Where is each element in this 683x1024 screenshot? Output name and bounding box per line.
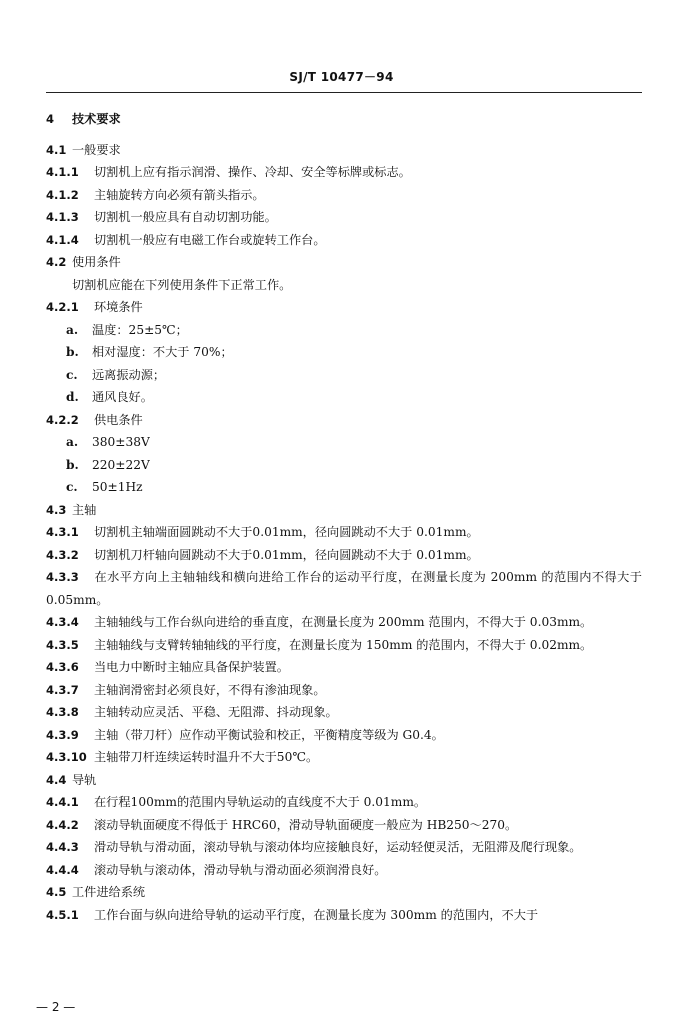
- list-marker: c.: [66, 480, 78, 494]
- clause-text: 主轴轴线与工作台纵向进给的垂直度，在测量长度为 200mm 范围内，不得大于 0.03mm。: [94, 615, 593, 629]
- section-4-3: [46, 499, 642, 522]
- clause-4-4-1: [46, 791, 642, 814]
- header-rule: [46, 92, 642, 93]
- clause-number: 4.3.7: [46, 682, 79, 697]
- list-item: [46, 476, 642, 499]
- clause-text: 滚动导轨与滚动体，滑动导轨与滑动面必须润滑良好。: [94, 862, 387, 877]
- clause-text: 滑动导轨与滑动面，滚动导轨与滚动体均应接触良好，运动轻便灵活，无阻滞及爬行现象。: [94, 840, 582, 854]
- list-item: [46, 431, 642, 454]
- clause-text: 在行程100mm的范围内导轨运动的直线度不大于 0.01mm。: [94, 795, 427, 809]
- list-marker: c.: [66, 367, 78, 382]
- section-number: 4: [46, 112, 55, 126]
- clause-text: 滚动导轨面硬度不得低于 HRC60，滑动导轨面硬度一般应为 HB250～270。: [94, 817, 518, 832]
- clause-4-1-4: [46, 229, 642, 252]
- section-4-2-description: 切割机应能在下列使用条件下正常工作。: [72, 277, 292, 292]
- list-marker: a.: [66, 435, 79, 449]
- list-item-text: 远离振动源；: [92, 367, 166, 382]
- clause-number: 4.4.4: [46, 862, 79, 877]
- clause-number: 4.3.9: [46, 727, 79, 742]
- section-4-5: [46, 881, 642, 904]
- list-item-text: 50±1Hz: [92, 480, 143, 494]
- clause-number: 4.3.5: [46, 637, 79, 652]
- clause-number: 4.1.4: [46, 232, 79, 247]
- clause-text: 主轴旋转方向必须有箭头指示。: [94, 187, 265, 202]
- clause-text: 主轴（带刀杆）应作动平衡试验和校正，平衡精度等级为 G0.4。: [94, 727, 444, 742]
- clause-number: 4.3.4: [46, 615, 79, 629]
- clause-4-3-4: [46, 611, 642, 634]
- list-item: [46, 364, 642, 387]
- clause-number: 4.4.2: [46, 817, 79, 832]
- clause-number: 4.3.2: [46, 547, 79, 562]
- list-item-text: 380±38V: [92, 435, 150, 449]
- clause-title: 供电条件: [94, 412, 143, 427]
- clause-4-3-3: [46, 566, 642, 611]
- clause-4-3-7: [46, 679, 642, 702]
- list-marker: b.: [66, 345, 79, 359]
- list-marker: b.: [66, 457, 79, 472]
- clause-4-1-3: [46, 206, 642, 229]
- clause-4-3-8: [46, 701, 642, 724]
- clause-number: 4.3.8: [46, 705, 79, 719]
- section-title: 使用条件: [72, 255, 121, 269]
- list-item: [46, 341, 642, 364]
- clause-4-2-2: [46, 409, 642, 432]
- clause-text: 切割机刀杆轴向圆跳动不大于0.01mm，径向圆跳动不大于 0.01mm。: [94, 547, 479, 562]
- clause-text: 切割机一般应具有自动切割功能。: [94, 210, 277, 224]
- clause-text: 主轴润滑密封必须良好，不得有渗油现象。: [94, 682, 326, 697]
- clause-number: 4.3.10: [46, 750, 87, 764]
- clause-number: 4.3.1: [46, 525, 79, 539]
- clause-number: 4.1.3: [46, 210, 79, 224]
- section-4: [46, 108, 642, 131]
- clause-text: 切割机一般应有电磁工作台或旋转工作台。: [94, 232, 326, 247]
- clause-text: 切割机主轴端面圆跳动不大于0.01mm，径向圆跳动不大于 0.01mm。: [94, 525, 479, 539]
- page-number: — 2 —: [36, 1000, 76, 1014]
- list-item-text: 相对湿度：不大于 70%；: [92, 345, 233, 359]
- clause-number: 4.1.2: [46, 187, 79, 202]
- clause-number: 4.2.2: [46, 412, 79, 427]
- clause-text: 主轴轴线与支臂转轴轴线的平行度，在测量长度为 150mm 的范围内，不得大于 0.02mm。: [94, 637, 593, 652]
- list-marker: d.: [66, 390, 79, 404]
- section-number: 4.4: [46, 772, 67, 787]
- section-number: 4.3: [46, 502, 67, 517]
- section-title: 导轨: [72, 772, 97, 787]
- section-number: 4.5: [46, 885, 67, 899]
- list-item-text: 通风良好。: [92, 390, 153, 404]
- clause-text: 工作台面与纵向进给导轨的运动平行度，在测量长度为 300mm 的范围内，不大于: [94, 907, 539, 922]
- section-title: 一般要求: [72, 142, 121, 157]
- clause-text: 主轴转动应灵活、平稳、无阻滞、抖动现象。: [94, 705, 338, 719]
- list-item-text: 220±22V: [92, 457, 150, 472]
- clause-number: 4.1.1: [46, 165, 79, 179]
- clause-text: 切割机上应有指示润滑、操作、冷却、安全等标牌或标志。: [94, 165, 411, 179]
- section-number: 4.1: [46, 142, 67, 157]
- clause-4-5-1: [46, 904, 642, 927]
- clause-4-4-2: [46, 814, 642, 837]
- document-body: [46, 106, 642, 926]
- clause-number: 4.4.1: [46, 795, 79, 809]
- clause-number: 4.5.1: [46, 907, 79, 922]
- clause-4-3-9: [46, 724, 642, 747]
- clause-4-3-2: [46, 544, 642, 567]
- clause-4-4-4: [46, 859, 642, 882]
- clause-4-3-6: [46, 656, 642, 679]
- clause-4-1-1: [46, 161, 642, 184]
- list-item: [46, 386, 642, 409]
- standard-number-header: SJ/T 10477－94: [289, 70, 394, 84]
- clause-number: 4.3.6: [46, 660, 79, 674]
- clause-4-2-1: [46, 296, 642, 319]
- clause-text: 在水平方向上主轴轴线和横向进给工作台的运动平行度，在测量长度为 200mm 的范围内不得大于 0.05mm。: [46, 570, 642, 607]
- section-4-4: [46, 769, 642, 792]
- clause-text: 主轴带刀杆连续运转时温升不大于50℃。: [94, 750, 319, 764]
- clause-4-3-1: [46, 521, 642, 544]
- section-number: 4.2: [46, 255, 67, 269]
- section-4-2: [46, 251, 642, 274]
- list-marker: a.: [66, 322, 79, 337]
- clause-4-1-2: [46, 184, 642, 207]
- section-title: 技术要求: [72, 112, 121, 126]
- clause-number: 4.2.1: [46, 300, 79, 314]
- list-item: [46, 454, 642, 477]
- clause-number: 4.4.3: [46, 840, 79, 854]
- list-item: [46, 319, 642, 342]
- clause-4-4-3: [46, 836, 642, 859]
- list-item-text: 温度：25±5℃；: [92, 322, 188, 337]
- clause-text: 当电力中断时主轴应具备保护装置。: [94, 660, 289, 674]
- clause-4-3-10: [46, 746, 642, 769]
- section-title: 主轴: [72, 502, 97, 517]
- clause-number: 4.3.3: [46, 570, 79, 584]
- clause-4-3-5: [46, 634, 642, 657]
- section-4-1: [46, 139, 642, 162]
- clause-title: 环境条件: [94, 300, 143, 314]
- section-title: 工件进给系统: [72, 885, 146, 899]
